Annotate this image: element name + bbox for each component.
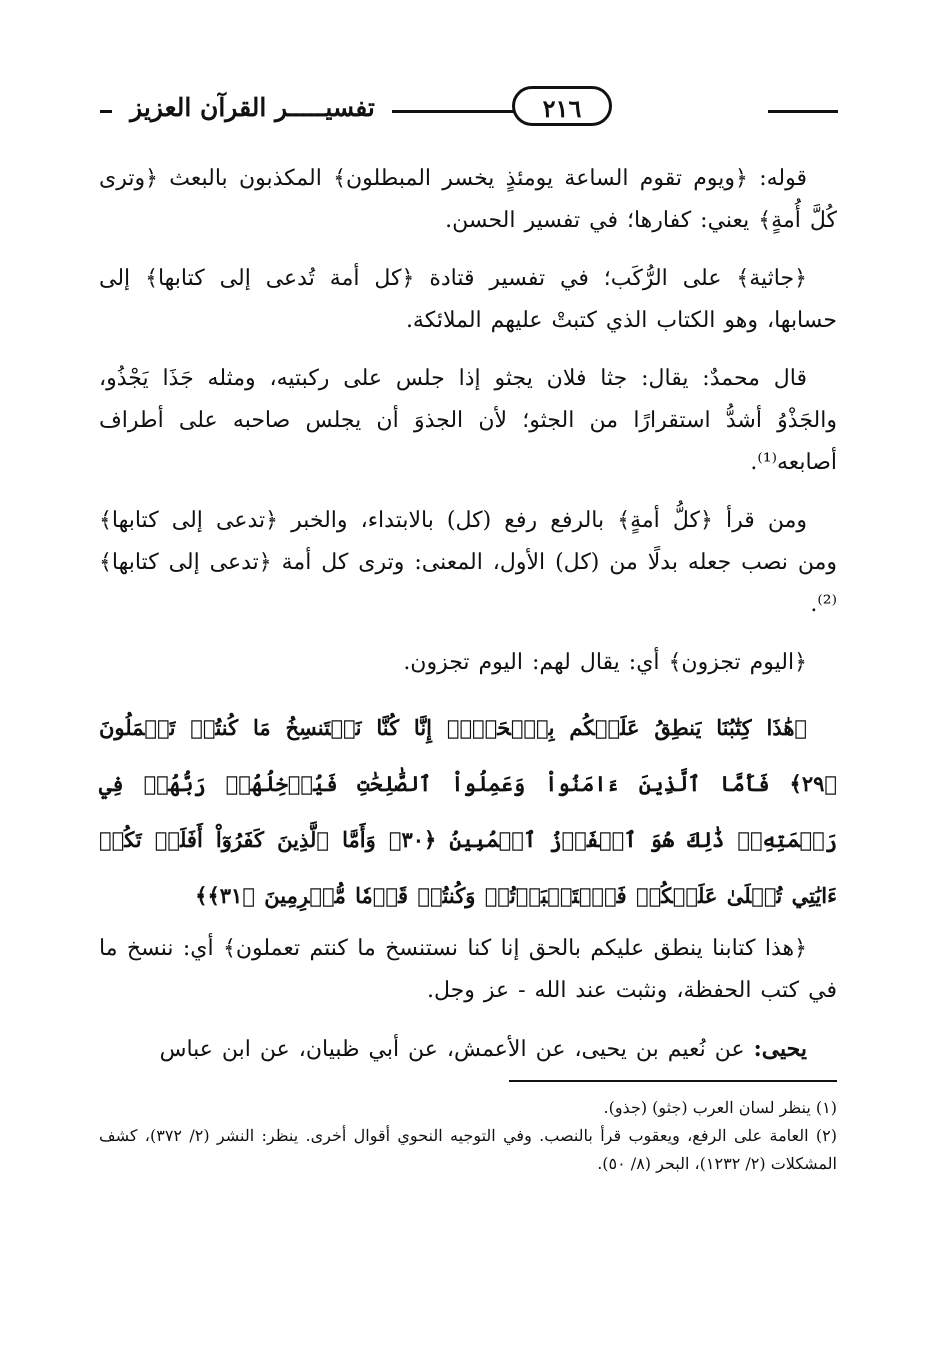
quran-verses: ﴿هَٰذَا كِتَٰبُنَا يَنطِقُ عَلَيۡكُم بِٱلۡحَقِّۚ إِنَّا كُنَّا نَسۡتَنسِخُ مَا كُنتُمۡ تَعۡمَلُونَ ﴿٢٩﴾ فَأَمَّا ٱلَّذِينَ ءَامَنُواْ وَعَمِلُواْ ٱلصَّٰلِحَٰتِ فَيُدۡخِلُهُمۡ رَبُّهُمۡ فِي رَحۡمَتِهِۦۚ ذَٰلِكَ هُوَ ٱلۡفَوۡزُ ٱلۡمُبِينُ ﴿٣٠﴾ وَأَمَّا ٱلَّذِينَ كَفَرُوٓاْ أَفَلَمۡ تَكُنۡ ءَايَٰتِي تُتۡلَىٰ عَلَيۡكُمۡ فَٱسۡتَكۡبَرۡتُمۡ وَكُنتُمۡ قَوۡمٗا مُّجۡرِمِينَ ﴿٣١﴾﴾ [99,715,837,908]
paragraph: ﴿جاثية﴾ على الرُّكَب؛ في تفسير قتادة ﴿كل أمة تُدعى إلى كتابها﴾ إلى حسابها، وهو الكتاب الذي كتبتْ عليهم الملائكة. [99,266,837,333]
header-rule [768,110,838,113]
paragraph: ﴿هذا كتابنا ينطق عليكم بالحق إنا كنا نستنسخ ما كنتم تعملون﴾ أي: ننسخ ما في كتب الحفظة، ونثبت عند الله - عز وجل. [99,936,837,1003]
main-text [99,158,837,1087]
book-title: تفسيـــــر القرآن العزيز [130,93,375,122]
footnotes [99,1094,837,1178]
running-header [100,86,838,130]
paragraph: ﴿اليوم تجزون﴾ أي: يقال لهم: اليوم تجزون. [403,650,807,675]
paragraph: ومن قرأ ﴿كلُّ أمةٍ﴾ بالرفع رفع (كل) بالابتداء، والخبر ﴿تدعى إلى كتابها﴾ ومن نصب جعله بدلًا من (كل) الأول، المعنى: وترى كل أمة ﴿تدعى إلى كتابها﴾⁽²⁾. [99,508,837,617]
footnote-separator [509,1080,837,1082]
paragraph: قال محمدٌ: يقال: جثا فلان يجثو إذا جلس على ركبتيه، ومثله جَذَا يَجْذُو، والجَذْوُ أشدُّ استقرارًا من الجثو؛ لأن الجذوَ أن يجلس صاحبه على أطراف أصابعه⁽¹⁾. [99,366,837,475]
footnote: (١) ينظر لسان العرب (جثو) (جذو). [603,1098,837,1117]
page-number: ٢١٦ [512,86,612,126]
header-rule [392,110,515,113]
paragraph: قوله: ﴿ويوم تقوم الساعة يومئذٍ يخسر المبطلون﴾ المكذبون بالبعث ﴿وترى كُلَّ أُمةٍ﴾ يعني: كفارها؛ في تفسير الحسن. [99,166,837,233]
isnad-text: عن نُعيم بن يحيى، عن الأعمش، عن أبي ظبيان، عن ابن عباس [159,1037,754,1062]
footnote: (٢) العامة على الرفع، ويعقوب قرأ بالنصب. وفي التوجيه النحوي أقوال أخرى. ينظر: النشر (٢/ ٣٧٢)، كشف المشكلات (٢/ ١٢٣٢)، البحر (٨/ ٥٠). [99,1126,837,1173]
narrator-name: يحيى: [753,1036,807,1062]
paragraph [99,1028,837,1071]
